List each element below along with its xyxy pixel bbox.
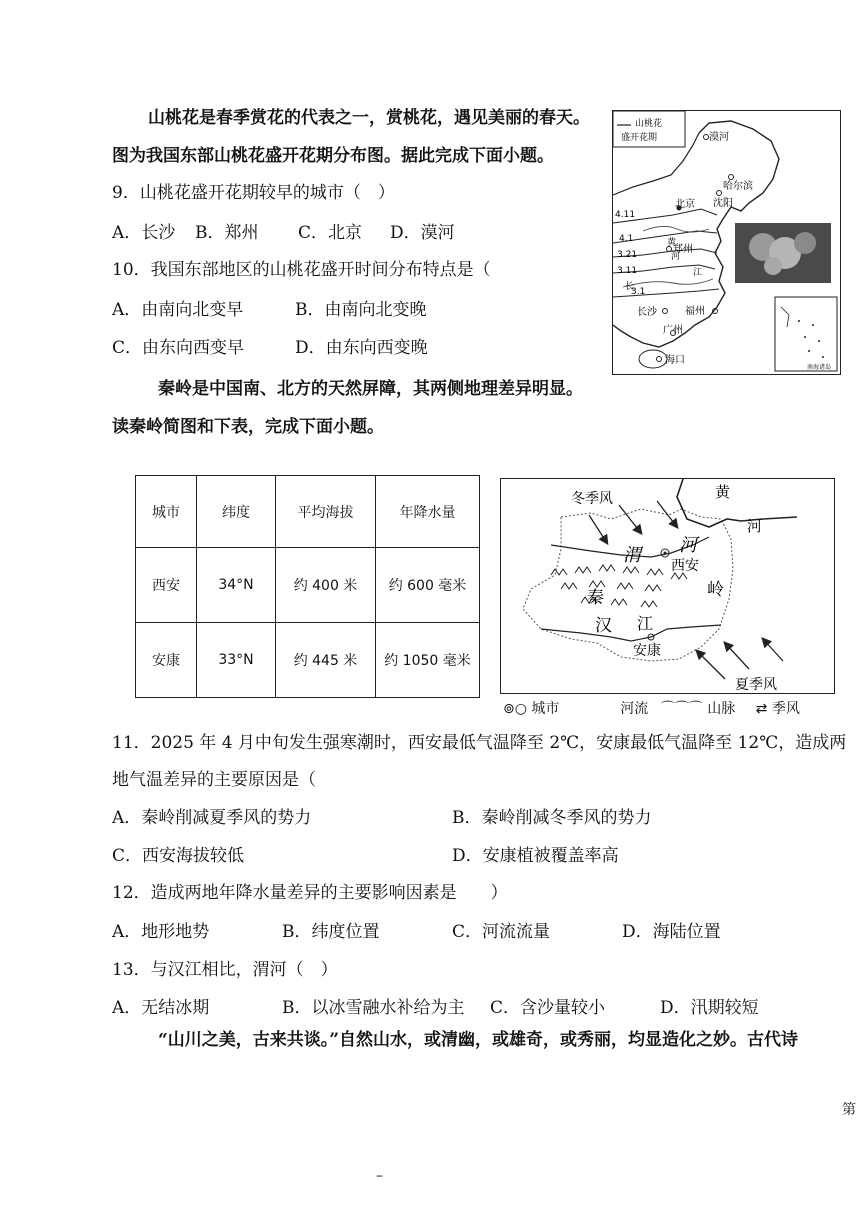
- map1-legend-line1: 山桃花: [635, 119, 663, 129]
- table-cell: 约 1050 毫米: [376, 623, 480, 698]
- south-china-sea-inset: [775, 297, 837, 371]
- table-header: 年降水量: [376, 476, 480, 548]
- summer-monsoon-label: 夏季风: [735, 677, 777, 693]
- q12-option-d[interactable]: D．海陆位置: [622, 922, 721, 942]
- q13-stem: 13．与汉江相比，渭河（ ）: [112, 960, 338, 980]
- q13-option-b[interactable]: B．以冰雪融水补给为主: [282, 998, 465, 1018]
- isoline-label: 3.21: [617, 250, 638, 260]
- table-cell: 约 600 毫米: [376, 548, 480, 623]
- table-cell: 约 400 米: [276, 548, 376, 623]
- yellow-river: [677, 479, 797, 527]
- q10-stem: 10．我国东部地区的山桃花盛开时间分布特点是（: [112, 260, 491, 280]
- table-cell: 安康: [136, 623, 197, 698]
- q11-option-c[interactable]: C．西安海拔较低: [112, 846, 245, 866]
- river-label: 江: [693, 268, 703, 278]
- yellow-river-label: 河: [747, 517, 763, 535]
- intro2-line2: 读秦岭简图和下表，完成下面小题。: [112, 417, 384, 437]
- monsoon-arrow-icon: ⇄: [755, 701, 768, 717]
- isoline-label: 4.11: [615, 210, 636, 220]
- intro1-line2: 图为我国东部山桃花盛开花期分布图。据此完成下面小题。: [112, 146, 554, 166]
- intro2-line1: 秦岭是中国南、北方的天然屏障，其两侧地理差异明显。: [158, 379, 583, 399]
- q11-stem-line1: 11．2025 年 4 月中旬发生强寒潮时，西安最低气温降至 2℃，安康最低气温降至 12℃，造成两: [112, 733, 847, 753]
- river-label: 河: [671, 252, 681, 262]
- winter-monsoon-label: 冬季风: [571, 491, 613, 507]
- wei-river-label: 河: [679, 535, 697, 556]
- q13-option-d[interactable]: D．汛期较短: [660, 998, 759, 1018]
- city-harbin: 哈尔滨: [723, 181, 753, 192]
- qinling-label: 岭: [707, 580, 724, 600]
- map2-legend: [503, 698, 800, 718]
- city-haikou: 海口: [665, 355, 685, 366]
- inset-label: 南海诸岛: [807, 364, 832, 371]
- q11-stem-line2: 地气温差异的主要原因是（: [112, 770, 316, 790]
- city-zhengzhou: 郑州: [673, 244, 693, 255]
- q10-option-c[interactable]: C．由东向西变早: [112, 338, 245, 358]
- legend-monsoon: 季风: [771, 701, 800, 717]
- page-number-fragment: 第: [842, 1102, 856, 1118]
- mountain-symbol-icon: ⌒⌒⌒: [660, 701, 703, 717]
- city-mohe: 漠河: [709, 132, 729, 143]
- han-river-label: 江: [637, 614, 654, 633]
- q9-option-c[interactable]: C．北京: [298, 223, 363, 243]
- legend-river: 河流: [620, 701, 649, 717]
- isoline-label: 3.11: [617, 266, 638, 276]
- q12-option-a[interactable]: A．地形地势: [112, 922, 210, 942]
- city-fuzhou: 福州: [685, 306, 705, 317]
- q11-option-b[interactable]: B．秦岭削减冬季风的势力: [452, 808, 652, 828]
- q12-stem: 12．造成两地年降水量差异的主要影响因素是 ）: [112, 883, 508, 903]
- table-header: 城市: [136, 476, 197, 548]
- legend-mountain: 山脉: [707, 701, 736, 717]
- table-row: [136, 548, 480, 623]
- city-ankang: 安康: [633, 643, 661, 659]
- han-river-label: 汉: [595, 616, 612, 636]
- table-cell: 约 445 米: [276, 623, 376, 698]
- qinling-mountains: [551, 565, 687, 607]
- q12-option-b[interactable]: B．纬度位置: [282, 922, 380, 942]
- city-beijing: 北京: [675, 199, 695, 210]
- isoline-label: 3.1: [631, 287, 646, 297]
- intro3-line1: “山川之美，古来共谈。”自然山水，或清幽，或雄奇，或秀丽，均显造化之妙。古代诗: [158, 1030, 799, 1050]
- q11-option-a[interactable]: A．秦岭削减夏季风的势力: [112, 808, 312, 828]
- qinling-map: [500, 478, 835, 694]
- han-river: [541, 625, 721, 641]
- q9-option-d[interactable]: D．漠河: [390, 223, 455, 243]
- table-header: 平均海拔: [276, 476, 376, 548]
- map1-legend-line2: 盛开花期: [621, 133, 658, 143]
- table-cell: 33°N: [197, 623, 276, 698]
- table-cell: 34°N: [197, 548, 276, 623]
- q13-option-c[interactable]: C．含沙量较小: [490, 998, 606, 1018]
- q11-option-d[interactable]: D．安康植被覆盖率高: [452, 846, 619, 866]
- city-shenyang: 沈阳: [713, 198, 733, 209]
- table-header: 纬度: [197, 476, 276, 548]
- peach-blossom-map: [612, 110, 841, 375]
- q9-option-b[interactable]: B．郑州: [195, 223, 259, 243]
- q9-stem: 9．山桃花盛开花期较早的城市（ ）: [112, 183, 395, 203]
- intro1-line1: 山桃花是春季赏花的代表之一，赏桃花，遇见美丽的春天。: [148, 108, 590, 128]
- q10-option-b[interactable]: B．由南向北变晚: [295, 300, 427, 320]
- climate-table: [135, 475, 480, 698]
- city-changsha: 长沙: [637, 307, 657, 318]
- table-cell: 西安: [136, 548, 197, 623]
- q10-option-a[interactable]: A．由南向北变早: [112, 300, 244, 320]
- city-guangzhou: 广州: [663, 325, 683, 336]
- yellow-river-label: 黄: [715, 483, 731, 501]
- wei-river-label: 渭: [623, 545, 641, 566]
- q12-option-c[interactable]: C．河流流量: [452, 922, 551, 942]
- city-symbol-icon: ⊚○: [503, 701, 527, 717]
- q9-option-a[interactable]: A．长沙: [112, 223, 176, 243]
- river-label: 黄: [667, 238, 677, 248]
- q10-option-d[interactable]: D．由东向西变晚: [295, 338, 428, 358]
- table-row: [136, 623, 480, 698]
- isoline-label: 4.1: [619, 234, 634, 244]
- legend-city: 城市: [531, 701, 560, 717]
- city-xian: 西安: [671, 558, 699, 574]
- footer-mark: –: [376, 1168, 383, 1184]
- river-label: 长: [625, 282, 635, 292]
- q13-option-a[interactable]: A．无结冰期: [112, 998, 210, 1018]
- qinling-label: 秦: [587, 588, 604, 608]
